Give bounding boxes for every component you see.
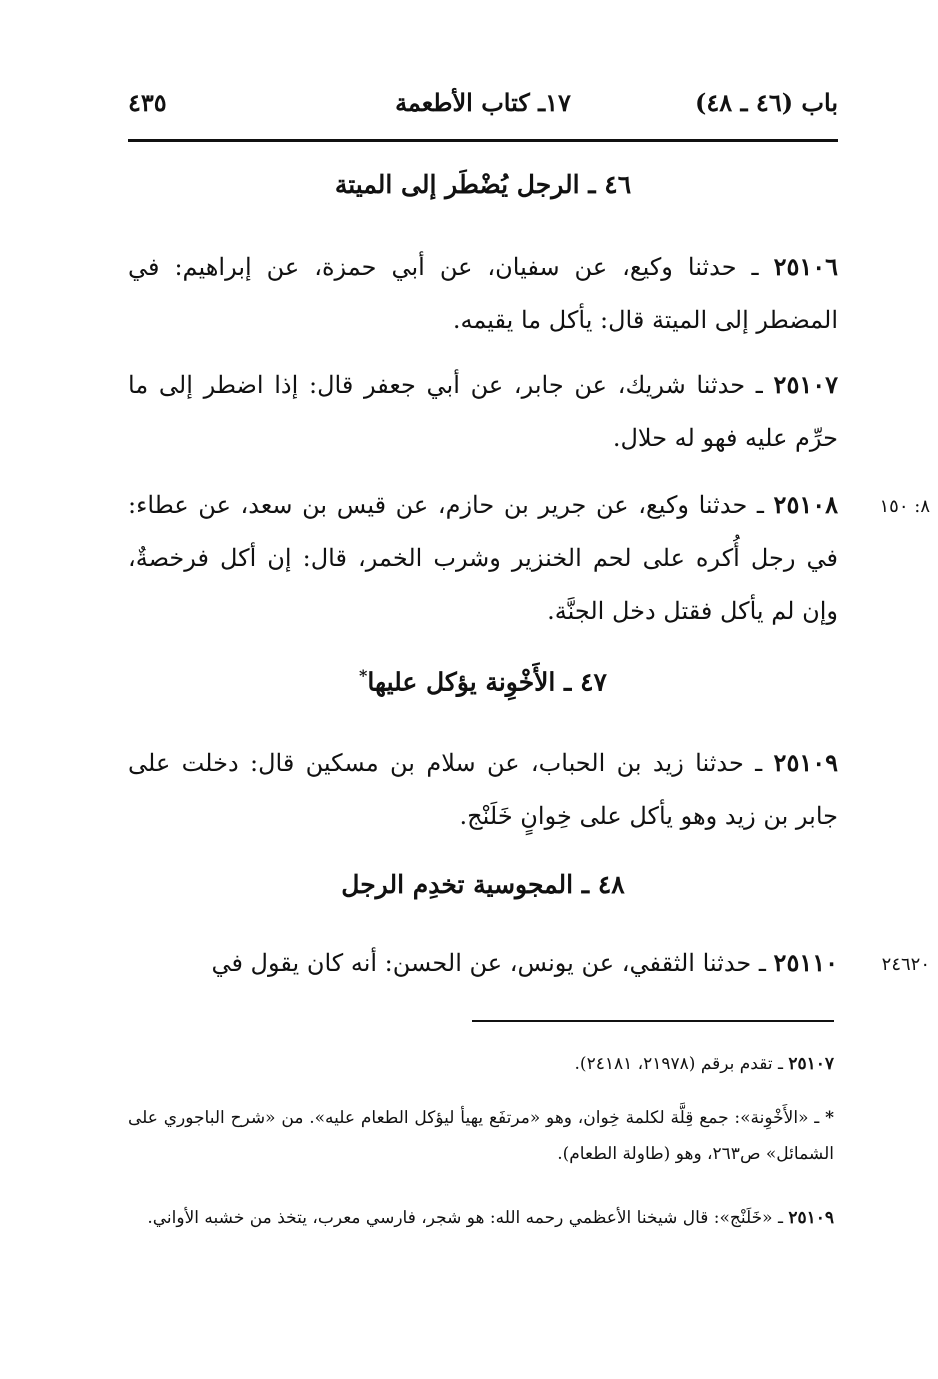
- hadith-number: ٢٥١٠٨: [773, 490, 838, 519]
- hadith-25110: [128, 936, 838, 990]
- footnote-text: ـ «الأَخْوِنة»: جمع قِلَّة لكلمة خِوان، وهو «مرتفَع يهيأ ليؤكل الطعام عليه». من «شرح الباجوري على الشمائل» ص٢٦٣، وهو (طاولة الطعام).: [128, 1108, 834, 1164]
- footnote-akhwina: [128, 1100, 834, 1172]
- hadith-number: ٢٥١٠٧: [773, 370, 838, 399]
- hadith-number: ٢٥١١٠: [773, 948, 838, 977]
- hadith-text: ـ حدثنا شريك، عن جابر، عن أبي جعفر قال: إذا اضطر إلى ما حرِّم عليه فهو له حلال.: [128, 371, 838, 452]
- footnote-number: *: [825, 1108, 834, 1128]
- page-number: ٤٣٥: [128, 88, 167, 117]
- footnote-25107: [128, 1046, 834, 1082]
- footnote-number: ٢٥١٠٩: [788, 1208, 834, 1228]
- hadith-25107: [128, 358, 838, 465]
- footnote-text: ـ «خَلَنْج»: قال شيخنا الأعظمي رحمه الله: هو شجر، فارسي معرب، يتخذ من خشبه الأواني.: [147, 1208, 789, 1228]
- footnote-text: ـ تقدم برقم (٢١٩٧٨، ٢٤١٨١).: [574, 1054, 789, 1074]
- chapter-heading-text: ٤٨ ـ المجوسية تخدِم الرجل: [341, 870, 625, 899]
- header-chapter-range: باب (٤٦ ـ ٤٨): [695, 88, 838, 117]
- hadith-number: ٢٥١٠٩: [773, 748, 838, 777]
- hadith-25109: [128, 736, 838, 843]
- footnote-rule: [472, 1020, 834, 1022]
- footnote-marker: *: [359, 666, 368, 685]
- footnote-25109: [128, 1200, 834, 1236]
- hadith-number: ٢٥١٠٦: [773, 252, 839, 281]
- footnote-number: ٢٥١٠٧: [788, 1054, 834, 1074]
- chapter-heading-47: [128, 666, 838, 696]
- chapter-heading-48: [128, 870, 838, 899]
- hadith-text: ـ حدثنا زيد بن الحباب، عن سلام بن مسكين قال: دخلت على جابر بن زيد وهو يأكل على خِوانٍ خَلَنْج.: [128, 749, 838, 830]
- chapter-heading-46: [128, 170, 838, 199]
- margin-reference: ٨: ١٥٠: [879, 496, 930, 517]
- hadith-text: ـ حدثنا وكيع، عن سفيان، عن أبي حمزة، عن إبراهيم: في المضطر إلى الميتة قال: يأكل ما يقيمه.: [128, 253, 838, 334]
- hadith-text: ـ حدثنا وكيع، عن جرير بن حازم، عن قيس بن سعد، عن عطاء: في رجل أُكره على لحم الخنزير وشرب الخمر، قال: إن أكل فرخصةٌ، وإن لم يأكل فقتل دخل الجنَّة.: [128, 491, 838, 625]
- hadith-text: ـ حدثنا الثقفي، عن يونس، عن الحسن: أنه كان يقول في: [211, 949, 774, 977]
- chapter-heading-text: ٤٦ ـ الرجل يُضْطَر إلى الميتة: [334, 170, 632, 199]
- header-book-title: ١٧ـ كتاب الأطعمة: [395, 88, 571, 117]
- page-header: [128, 88, 838, 128]
- header-rule: [128, 139, 838, 142]
- hadith-25108: [128, 478, 838, 638]
- chapter-heading-text: ٤٧ ـ الأَخْوِنة يؤكل عليها: [367, 667, 607, 697]
- margin-reference: ٢٤٦٢٠: [881, 954, 930, 975]
- hadith-25106: [128, 240, 838, 347]
